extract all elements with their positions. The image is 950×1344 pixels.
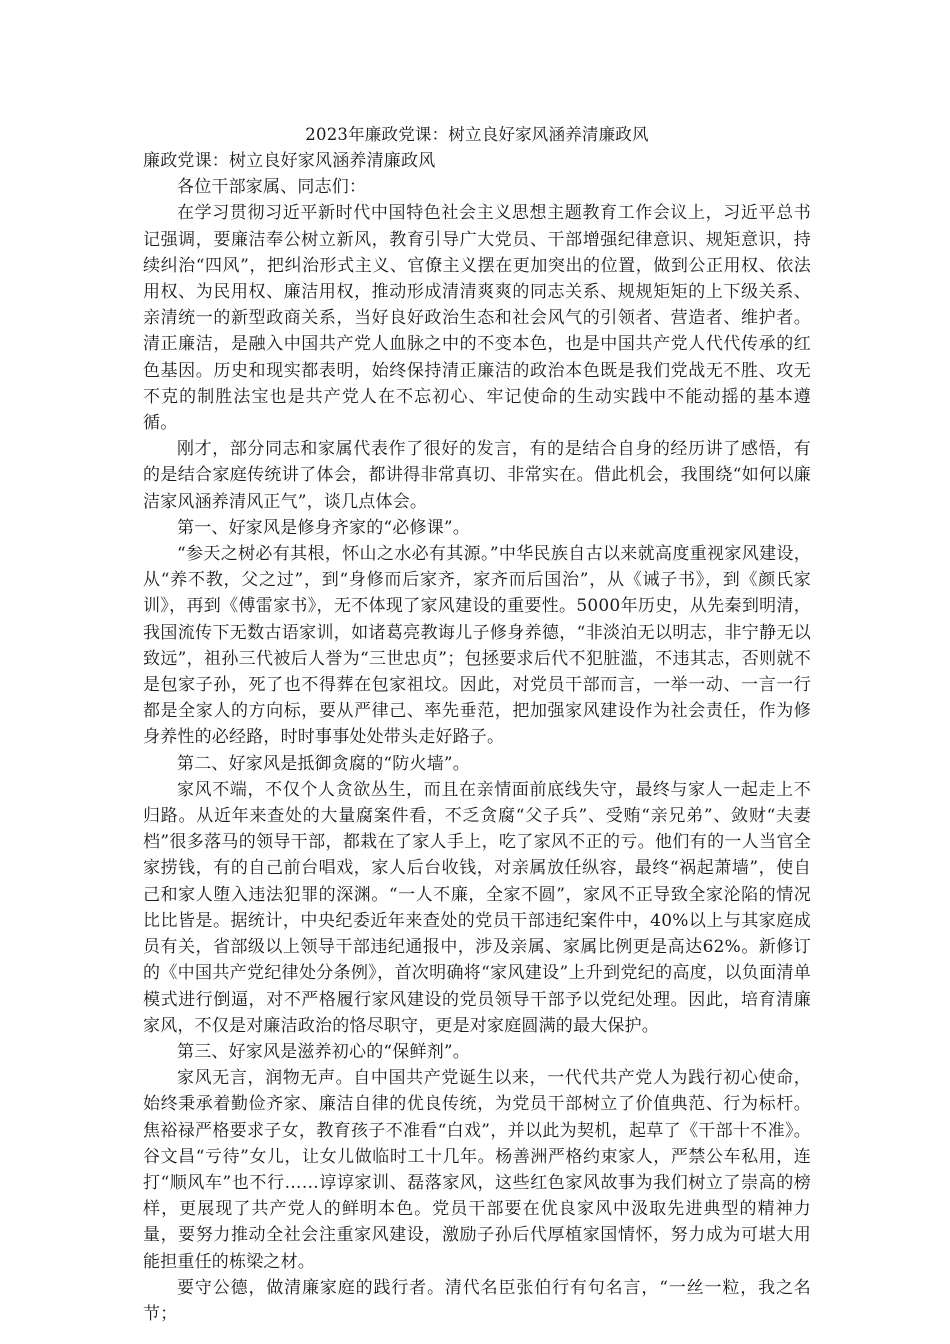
paragraph-continuation: 要守公德，做清廉家庭的践行者。清代名臣张伯行有句名言，“一丝一粒，我之名节； [143, 1277, 811, 1324]
document-page [143, 122, 811, 1327]
document-subtitle: 廉政党课：树立良好家风涵养清廉政风 [143, 151, 436, 171]
paragraph-section-3: 家风无言，润物无声。自中国共产党诞生以来，一代代共产党人为践行初心使命，始终秉承着勤俭齐家、廉洁自律的优良传统，为党员干部树立了价值典范、行为标杆。焦裕禄严格要求子女，教育孩子不准看“白戏”，并以此为契机，起草了《干部十不准》。谷文昌“亏待”女儿，让女儿做临时工十几年。杨善洲严格约束家人，严禁公车私用，连打“顺风车”也不行……谆谆家训、磊落家风，这些红色家风故事为我们树立了崇高的榜样，更展现了共产党人的鲜明本色。党员干部要在优良家风中汲取先进典型的精神力量，要努力推动全社会注重家风建设，激励子孙后代厚植家国情怀，努力成为可堪大用能担重任的栋梁之材。 [143, 1068, 811, 1272]
paragraph-section-1: “参天之树必有其根，怀山之水必有其源。”中华民族自古以来就高度重视家风建设，从“养不教，父之过”，到“身修而后家齐，家齐而后国治”，从《诫子书》，到《颜氏家训》，再到《傅雷家书》，无不体现了家风建设的重要性。5000年历史，从先秦到明清，我国流传下无数古语家训，如诸葛亮教诲儿子修身养德，“非淡泊无以明志，非宁静无以致远”，祖孙三代被后人誉为“三世忠贞”；包拯要求后代不犯脏滥，不违其志，否则就不是包家子孙，死了也不得葬在包家祖坟。因此，对党员干部而言，一举一动、一言一行都是全家人的方向标，要从严律己、率先垂范，把加强家风建设作为社会责任，作为修身养性的必经路，时时事事处处带头走好路子。 [143, 544, 811, 748]
section-heading-3: 第三、好家风是滋养初心的“保鲜剂”。 [177, 1041, 470, 1062]
document-title: 2023年廉政党课：树立良好家风涵养清廉政风 [305, 125, 649, 144]
paragraph-intro: 在学习贯彻习近平新时代中国特色社会主义思想主题教育工作会议上，习近平总书记强调，要廉洁奉公树立新风，教育引导广大党员、干部增强纪律意识、规矩意识，持续纠治“四风”，把纠治形式主义、官僚主义摆在更加突出的位置，做到公正用权、依法用权、为民用权、廉洁用权，推动形成清清爽爽的同志关系、规规矩矩的上下级关系、亲清统一的新型政商关系，当好良好政治生态和社会风气的引领者、营造者、维护者。清正廉洁，是融入中国共产党人血脉之中的不变本色，也是中国共产党人代代传承的红色基因。历史和现实都表明，始终保持清正廉洁的政治本色既是我们党战无不胜、攻无不克的制胜法宝也是共产党人在不忘初心、牢记使命的生动实践中不能动摇的基本遵循。 [143, 203, 811, 434]
section-heading-1: 第一、好家风是修身齐家的“必修课”。 [177, 517, 470, 538]
section-heading-2: 第二、好家风是抵御贪腐的“防火墙”。 [177, 753, 470, 774]
paragraph-section-2: 家风不端，不仅个人贪欲丛生，而且在亲情面前底线失守，最终与家人一起走上不归路。从近年来查处的大量腐案件看，不乏贪腐“父子兵”、受贿“亲兄弟”、敛财“夫妻档”很多落马的领导干部，都栽在了家人手上，吃了家风不正的亏。他们有的一人当官全家捞钱，有的自己前台唱戏，家人后台收钱，对亲属放任纵容，最终“祸起萧墙”，使自己和家人堕入违法犯罪的深渊。“一人不廉，全家不圆”，家风不正导致全家沦陷的情况比比皆是。据统计，中央纪委近年来查处的党员干部违纪案件中，40%以上与其家庭成员有关，省部级以上领导干部违纪通报中，涉及亲属、家属比例更是高达62%。新修订的《中国共产党纪律处分条例》，首次明确将“家风建设”上升到党纪的高度，以负面清单模式进行倒逼，对不严格履行家风建设的党员领导干部予以党纪处理。因此，培育清廉家风，不仅是对廉洁政治的恪尽职守，更是对家庭圆满的最大保护。 [143, 779, 811, 1036]
paragraph-preface: 刚才，部分同志和家属代表作了很好的发言，有的是结合自身的经历讲了感悟，有的是结合家庭传统讲了体会，都讲得非常真切、非常实在。借此机会，我围绕“如何以廉洁家风涵养清风正气”，谈几点体会。 [143, 439, 811, 512]
paragraph-greeting: 各位干部家属、同志们： [177, 177, 367, 198]
